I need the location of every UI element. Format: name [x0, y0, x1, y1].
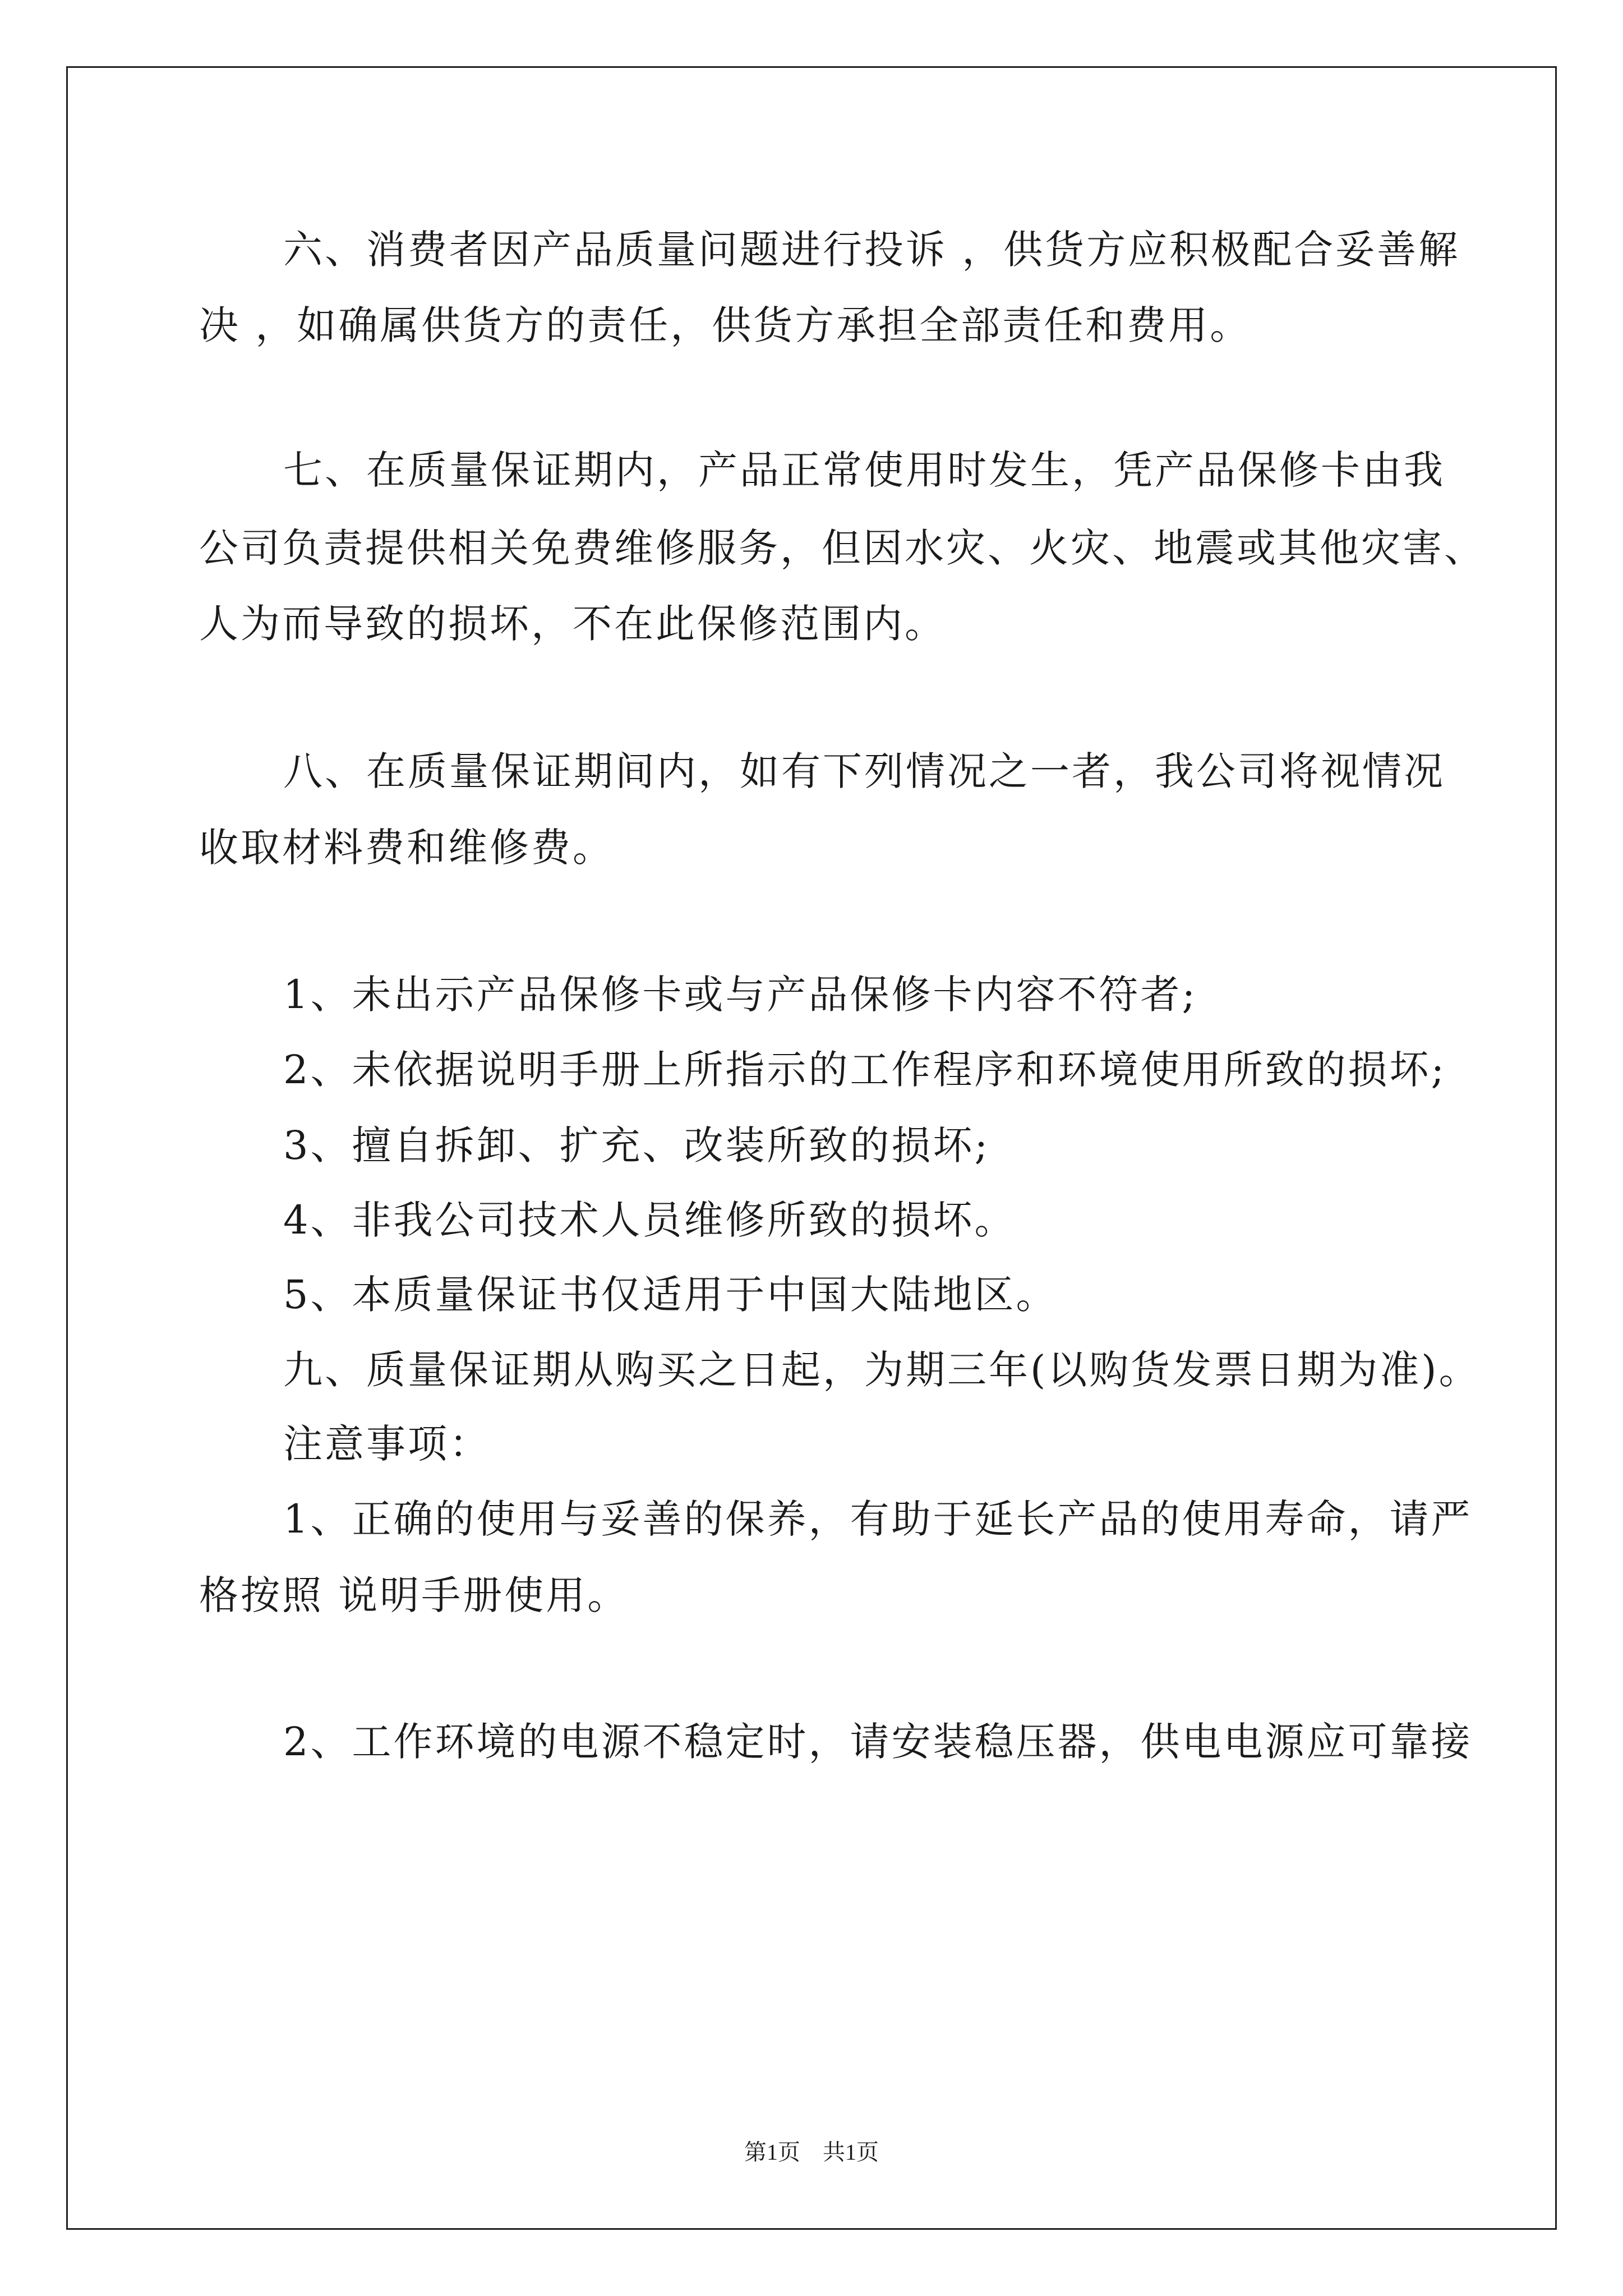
page-number-footer: 第1页 共1页	[744, 2139, 879, 2165]
note-1-line-1: 1、正确的使用与妥善的保养，有助于延长产品的使用寿命，请严	[283, 1496, 1473, 1542]
paragraph-8-line-2: 收取材料费和维修费。	[199, 825, 614, 871]
paragraph-6-line-2: 决 ，如确属供货方的责任，供货方承担全部责任和费用。	[199, 302, 1252, 348]
paragraph-7-line-1: 七、在质量保证期内，产品正常使用时发生，凭产品保修卡由我	[283, 447, 1445, 493]
paragraph-9: 九、质量保证期从购买之日起，为期三年(以购货发票日期为准)。	[283, 1347, 1481, 1393]
list-item-5: 5、本质量保证书仅适用于中国大陆地区。	[283, 1272, 1058, 1318]
paragraph-7-line-2: 公司负责提供相关免费维修服务，但因水灾、火灾、地震或其他灾害、	[199, 525, 1486, 571]
paragraph-8-line-1: 八、在质量保证期间内，如有下列情况之一者，我公司将视情况	[283, 748, 1445, 794]
paragraph-6-line-1: 六、消费者因产品质量问题进行投诉 ，供货方应积极配合妥善解	[283, 227, 1460, 273]
list-item-2: 2、未依据说明手册上所指示的工作程序和环境使用所致的损坏;	[283, 1047, 1447, 1093]
note-2-line-1: 2、工作环境的电源不稳定时，请安装稳压器，供电电源应可靠接	[283, 1719, 1473, 1765]
notes-heading: 注意事项：	[283, 1421, 491, 1467]
note-1-line-2: 格按照 说明手册使用。	[199, 1572, 629, 1618]
list-item-4: 4、非我公司技术人员维修所致的损坏。	[283, 1197, 1016, 1243]
list-item-1: 1、未出示产品保修卡或与产品保修卡内容不符者;	[283, 972, 1198, 1018]
list-item-3: 3、擅自拆卸、扩充、改装所致的损坏;	[283, 1122, 990, 1168]
paragraph-7-line-3: 人为而导致的损坏，不在此保修范围内。	[199, 601, 946, 647]
